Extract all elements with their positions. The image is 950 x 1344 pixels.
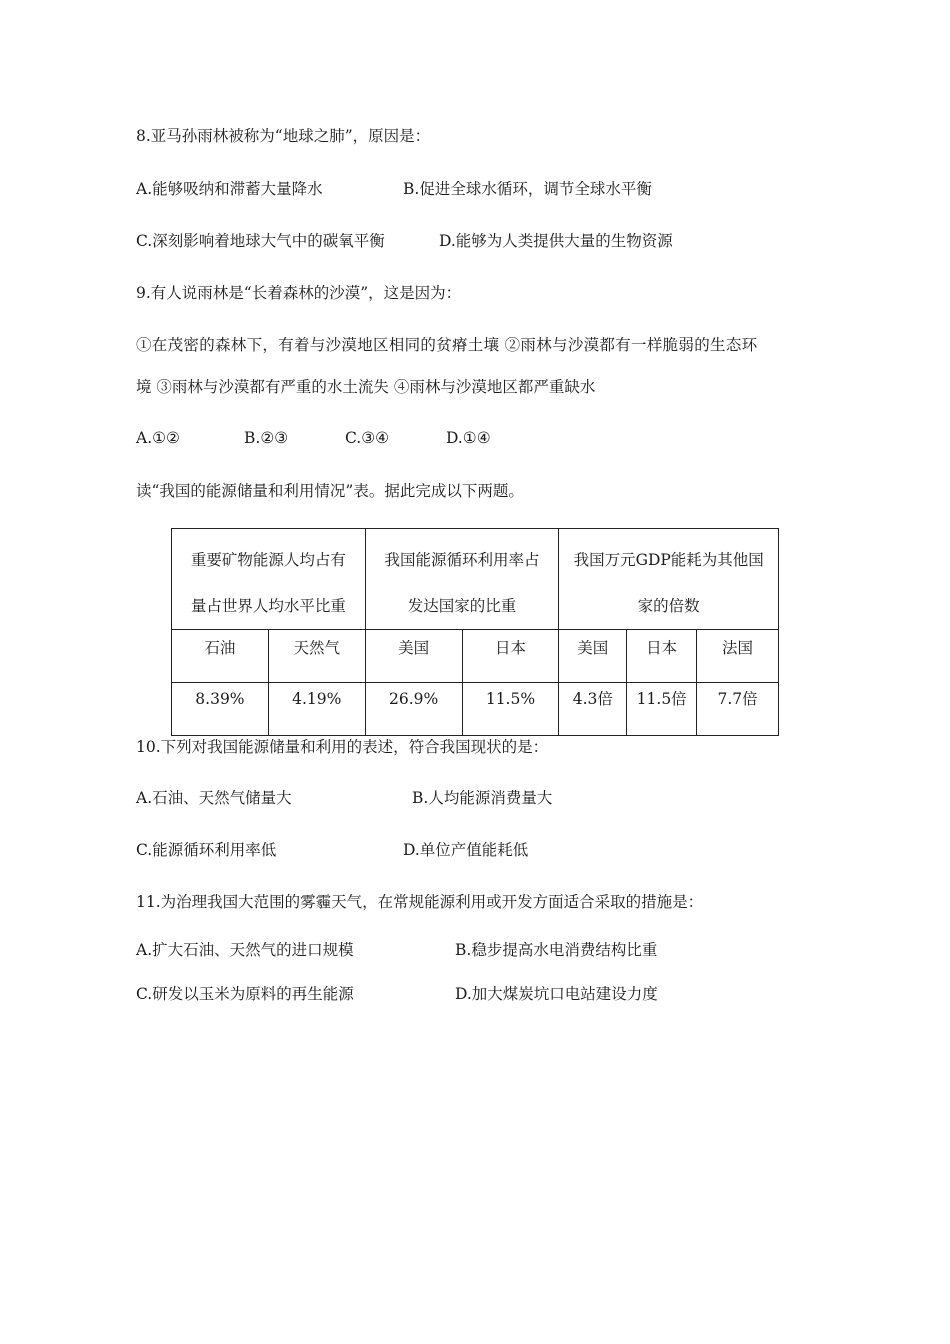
question-10-option-c: C.能源循环利用率低 — [136, 841, 277, 859]
header-recycling-rate — [365, 529, 559, 630]
question-8-option-c: C.深刻影响着地球大气中的碳氧平衡 — [136, 232, 385, 250]
header-mineral-share-line1: 重要矿物能源人均占有 — [190, 551, 346, 569]
header-gdp-energy-line2: 家的倍数 — [637, 597, 700, 615]
subheader-cell: 法国 — [697, 630, 779, 683]
value-cell: 11.5倍 — [627, 683, 697, 736]
question-9-option-b: B.②③ — [244, 429, 289, 447]
header-recycling-rate-line1: 我国能源循环利用率占 — [384, 551, 540, 569]
table-value-row — [172, 683, 779, 736]
question-11-option-c: C.研发以玉米为原料的再生能源 — [136, 985, 354, 1003]
question-11-stem: 11.为治理我国大范围的雾霾天气，在常规能源利用或开发方面适合采取的措施是： — [136, 893, 704, 911]
table-intro: 读“我国的能源储量和利用情况”表。据此完成以下两题。 — [136, 482, 524, 500]
subheader-cell: 石油 — [172, 630, 269, 683]
question-8-stem: 8.亚马孙雨林被称为“地球之肺”，原因是： — [136, 127, 431, 145]
question-9-option-a: A.①② — [136, 429, 180, 447]
value-cell: 4.19% — [268, 683, 365, 736]
header-recycling-rate-line2: 发达国家的比重 — [407, 597, 517, 615]
question-10-option-b: B.人均能源消费量大 — [412, 789, 553, 807]
subheader-cell: 美国 — [559, 630, 627, 683]
table-subheader-row — [172, 630, 779, 683]
question-10-option-d: D.单位产值能耗低 — [403, 841, 529, 859]
table-header-row — [172, 529, 779, 630]
value-cell: 4.3倍 — [559, 683, 627, 736]
question-9-option-d: D.①④ — [446, 429, 491, 447]
header-gdp-energy-line1: 我国万元GDP能耗为其他国 — [573, 551, 764, 569]
question-9-statements-line1: ①在茂密的森林下，有着与沙漠地区相同的贫瘠土壤 ②雨林与沙漠都有一样脆弱的生态环 — [136, 336, 758, 354]
question-9-statements-line2: 境 ③雨林与沙漠都有严重的水土流失 ④雨林与沙漠地区都严重缺水 — [136, 378, 596, 396]
header-mineral-share-line2: 量占世界人均水平比重 — [190, 597, 346, 615]
subheader-cell: 日本 — [462, 630, 559, 683]
question-10-stem: 10.下列对我国能源储量和利用的表述，符合我国现状的是： — [136, 738, 549, 756]
value-cell: 26.9% — [365, 683, 462, 736]
header-mineral-share — [172, 529, 366, 630]
question-8-option-a: A.能够吸纳和滞蓄大量降水 — [136, 180, 323, 198]
question-10-option-a: A.石油、天然气储量大 — [136, 789, 292, 807]
energy-table — [171, 528, 779, 736]
subheader-cell: 美国 — [365, 630, 462, 683]
question-8-option-b: B.促进全球水循环，调节全球水平衡 — [403, 180, 652, 198]
value-cell: 11.5% — [462, 683, 559, 736]
value-cell: 8.39% — [172, 683, 269, 736]
question-9-stem: 9.有人说雨林是“长着森林的沙漠”，这是因为： — [136, 284, 462, 302]
header-gdp-energy — [559, 529, 779, 630]
subheader-cell: 日本 — [627, 630, 697, 683]
question-11-option-d: D.加大煤炭坑口电站建设力度 — [455, 985, 658, 1003]
subheader-cell: 天然气 — [268, 630, 365, 683]
question-11-option-a: A.扩大石油、天然气的进口规模 — [136, 941, 354, 959]
question-9-option-c: C.③④ — [345, 429, 390, 447]
question-11-option-b: B.稳步提高水电消费结构比重 — [455, 941, 658, 959]
value-cell: 7.7倍 — [697, 683, 779, 736]
question-8-option-d: D.能够为人类提供大量的生物资源 — [439, 232, 673, 250]
